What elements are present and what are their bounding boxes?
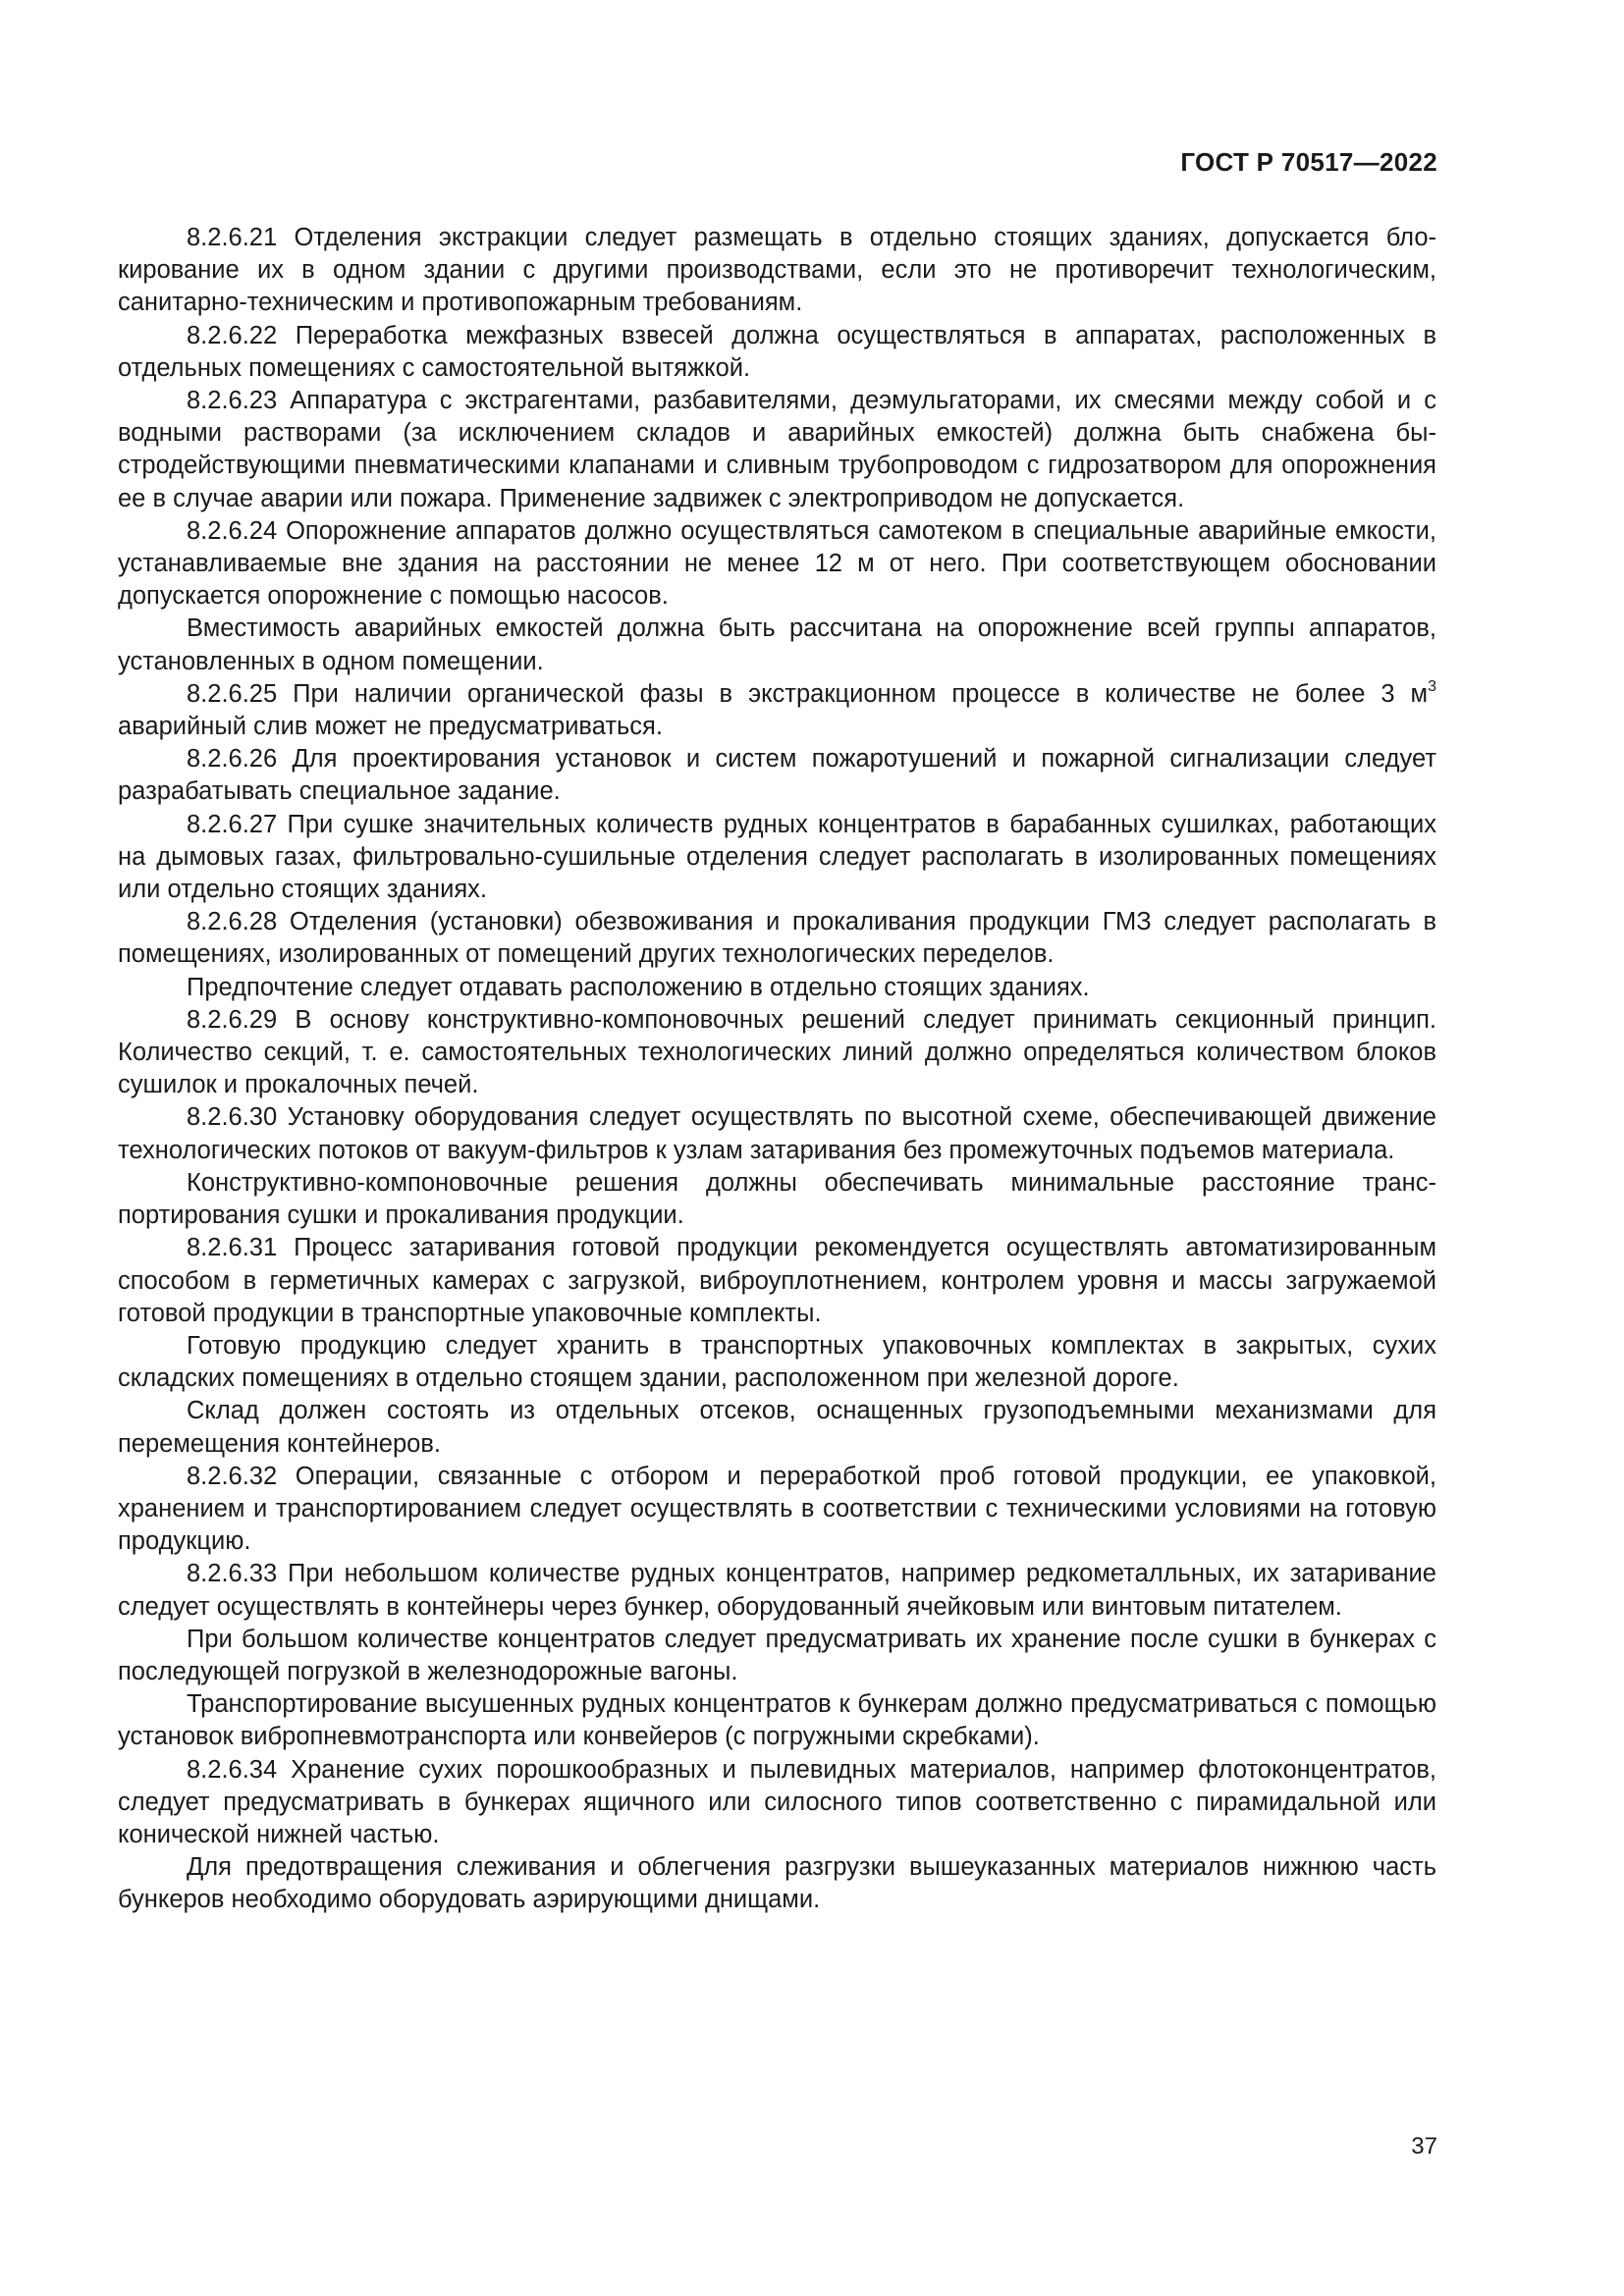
paragraph-aeration: Для предотвращения слеживания и облегчения разгрузки вышеуказанных материалов нижнюю часть бункеров необходимо оборудовать аэрирующими днищами. — [118, 1853, 1436, 1914]
paragraph-8-2-6-25-text: 8.2.6.25 При наличии органической фазы в экстракционном процессе в количестве не более 3 м — [187, 679, 1429, 708]
paragraph-8-2-6-26: 8.2.6.26 Для проектирования установок и систем пожаротушений и пожарной сигнализации следует разрабатывать специальное задание. — [118, 745, 1436, 806]
page-number: 37 — [1411, 2133, 1437, 2160]
paragraph-8-2-6-32: 8.2.6.32 Операции, связанные с отбором и переработкой проб готовой продукции, ее упаковкой, хранением и транспортированием следует осуществлять в соответствии с техническими условиями на готовую продукцию. — [118, 1462, 1436, 1556]
paragraph-8-2-6-31: 8.2.6.31 Процесс затаривания готовой продукции рекомендуется осуществлять автоматизированным способом в герметичных камерах с загрузкой, виброуплотнением, контролем уровня и массы загружаемой готовой продукции в транспортные упаковочные комплекты. — [118, 1234, 1436, 1327]
paragraph-8-2-6-21: 8.2.6.21 Отделения экстракции следует размещать в отдельно стоящих зданиях, допускается блокирование их в одном здании с другими производствами, если это не противоречит технологическим, санитарно-техническим и противопожарным требованиям. — [118, 224, 1436, 317]
paragraph-8-2-6-28: 8.2.6.28 Отделения (установки) обезвоживания и прокаливания продукции ГМЗ следует располагать в помещениях, изолированных от помещений других технологических переделов. — [118, 908, 1436, 969]
paragraph-8-2-6-25-tail: аварийный слив может не предусматриваться. — [118, 713, 663, 741]
document-header: ГОСТ Р 70517—2022 — [1180, 147, 1437, 177]
paragraph-preference: Предпочтение следует отдавать расположению в отдельно стоящих зданиях. — [187, 973, 1090, 1001]
paragraph-8-2-6-23: 8.2.6.23 Аппаратура с экстрагентами, разбавителями, деэмульгаторами, их смесями между собой и с водными растворами (за исключением складов и аварийных емкостей) должна быть снабжена быстродействующими пневматическими клапанами и сливным трубопроводом с гидрозатвором для опорожнения ее в случае аварии или пожара. Применение задвижек с электроприводом не допускается. — [118, 387, 1436, 512]
paragraph-storage: Готовую продукцию следует хранить в транспортных упаковочных комплектах в закрытых, сухих складских помещениях в отдельно стоящем здании, расположенном при железной дороге. — [118, 1331, 1436, 1393]
paragraph-8-2-6-24: 8.2.6.24 Опорожнение аппаратов должно осуществляться самотеком в специальные аварийные емкости, устанавливаемые вне здания на расстоянии не менее 12 м от него. При соответствующем обосновании допускается опорожнение с помощью насосов. — [118, 516, 1436, 611]
paragraph-8-2-6-22: 8.2.6.22 Переработка межфазных взвесей должна осуществляться в аппаратах, расположенных в отдельных помещениях с самостоятельной вытяжкой. — [118, 321, 1436, 382]
paragraph-warehouse: Склад должен состоять из отдельных отсеков, оснащенных грузоподъемными механизмами для перемещения контейнеров. — [118, 1397, 1436, 1458]
paragraph-emergency-capacity: Вместимость аварийных емкостей должна быть рассчитана на опорожнение всей группы аппаратов, установленных в одном помещении. — [118, 614, 1436, 675]
paragraph-8-2-6-30: 8.2.6.30 Установку оборудования следует осуществлять по высотной схеме, обеспечивающей движение технологических потоков от вакуум-фильтров к узлам затаривания без промежуточных подъемов материала. — [118, 1103, 1436, 1164]
paragraph-8-2-6-25 — [118, 678, 1436, 743]
paragraph-8-2-6-29: 8.2.6.29 В основу конструктивно-компоновочных решений следует принимать секционный принцип. Количество секций, т. е. самостоятельных технологических линий должно определяться количеством блоков сушилок и прокалочных печей. — [118, 1005, 1436, 1099]
paragraph-8-2-6-34: 8.2.6.34 Хранение сухих порошкообразных и пылевидных материалов, например флотоконцентратов, следует предусматривать в бункерах ящичного или силосного типов соответственно с пирамидальной или конической нижней частью. — [118, 1755, 1436, 1848]
paragraph-transport: Транспортирование высушенных рудных концентратов к бункерам должно предусматриваться с помощью установок вибропневмотранспорта или конвейеров (с погружными скребками). — [118, 1690, 1436, 1751]
paragraph-large-quantity: При большом количестве концентратов следует предусматривать их хранение после сушки в бункерах с последующей погрузкой в железнодорожные вагоны. — [118, 1625, 1436, 1685]
paragraph-layout-solutions: Конструктивно-компоновочные решения должны обеспечивать минимальные расстояние транспортирования сушки и прокаливания продукции. — [118, 1168, 1436, 1230]
paragraph-8-2-6-33: 8.2.6.33 При небольшом количестве рудных концентратов, например редкометалльных, их затаривание следует осуществлять в контейнеры через бункер, оборудованный ячейковым или винтовым питателем. — [118, 1560, 1436, 1621]
document-body — [118, 222, 1436, 1917]
paragraph-8-2-6-27: 8.2.6.27 При сушке значительных количеств рудных концентратов в барабанных сушилках, работающих на дымовых газах, фильтровально-сушильные отделения следует располагать в изолированных помещениях или отдельно стоящих зданиях. — [118, 810, 1436, 904]
superscript-cubic: 3 — [1428, 677, 1436, 695]
